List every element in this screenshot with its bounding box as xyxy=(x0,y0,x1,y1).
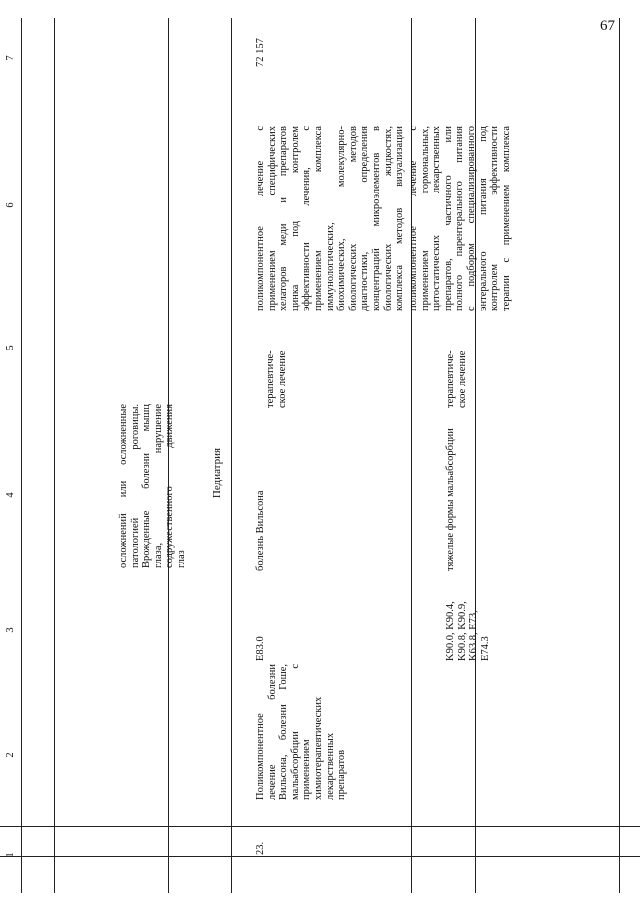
treatment-method-wilson: поликомпонентное лечение с применением специфических хелаторов меди и препаратов цинка под контролем эффективности лечения, с применением комплекса иммунологических, биохимических, молекулярно- биологических методов диагностики, определения концентраций микроэлементов в биологических жидкостях, комплекса методов визуализации xyxy=(255,126,406,311)
column-number-6: 6 xyxy=(5,202,16,208)
col-separator-1 xyxy=(54,18,55,893)
column-number-7: 7 xyxy=(5,55,16,61)
disease-wilson: болезнь Вильсона xyxy=(255,490,266,571)
disease-malabsorption: тяжелые формы мальабсорбции xyxy=(445,428,456,571)
medical-care-table xyxy=(0,18,640,893)
column-number-1: 1 xyxy=(5,852,16,858)
treatment-type-wilson: терапевтиче- ское лечение xyxy=(265,350,288,408)
column-number-2: 2 xyxy=(5,752,16,758)
treatment-type-malabsorption: терапевтиче- ское лечение xyxy=(445,350,468,408)
icd-codes-malabsorption: K90.0, K90.4, K90.8, K90.9, K63.8, E73, E74.3 xyxy=(445,601,491,661)
section-title: Педиатрия xyxy=(211,447,223,499)
table-top-border xyxy=(21,18,22,893)
continued-disease-text: осложнений или осложненные патологией роговицы. Врожденные болезни мышц глаза, нарушение содружественного движения глаз xyxy=(118,404,187,568)
icd-codes-wilson: E83.0 xyxy=(255,636,266,661)
care-type-name: Поликомпонентное лечение болезни Вильсона, болезни Гоше, мальабсорбции с применением химиотерапевтических лекарственных препаратов xyxy=(255,664,348,800)
column-numbers-bottom-rule xyxy=(0,826,640,827)
row-number: 23. xyxy=(255,841,266,855)
col-separator-3 xyxy=(231,18,232,893)
column-number-4: 4 xyxy=(5,492,16,498)
table-left-border xyxy=(0,856,640,857)
page-number: 67 xyxy=(600,18,615,34)
cost-value: 72 157 xyxy=(255,38,266,67)
column-number-3: 3 xyxy=(5,627,16,633)
col-separator-6 xyxy=(619,18,620,893)
treatment-method-malabsorption: поликомпонентное лечение с применением гормональных, цитостатических лекарственных препаратов, частичного или полного парентерального питания с подбором специализированного энтерального питания под контролем эффективности терапии с применением комплекса xyxy=(408,126,512,311)
column-number-5: 5 xyxy=(5,345,16,351)
